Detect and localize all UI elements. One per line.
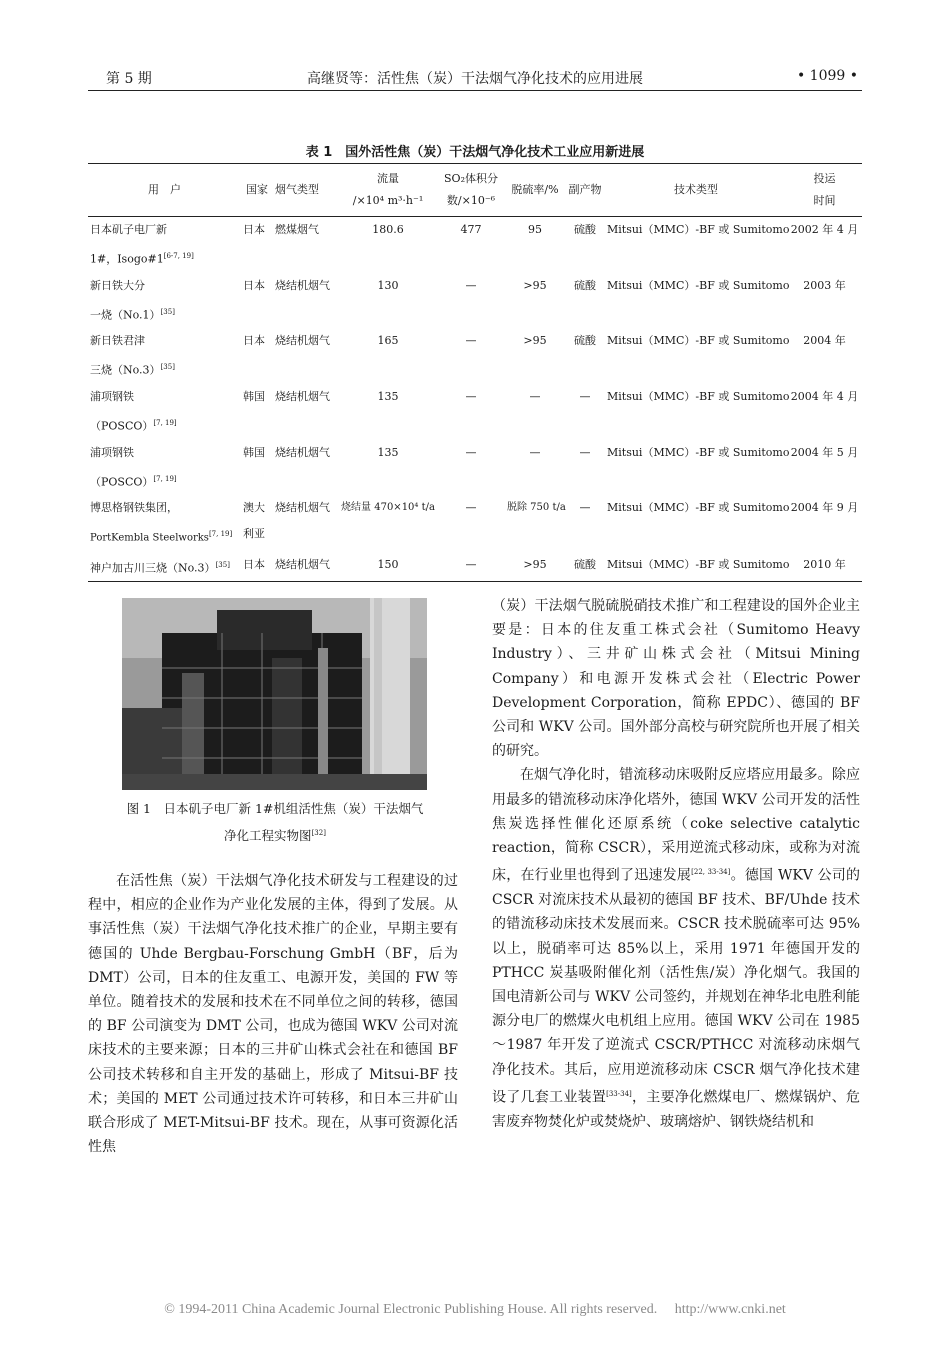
cell-byproduct: 硫酸 [565, 552, 605, 582]
header-flow [339, 164, 437, 217]
cell-time: 2010 年 [787, 552, 862, 582]
table-header-row [88, 164, 862, 217]
cell-country: 韩国 [243, 445, 265, 459]
cell-tech: Mitsui（MMC）-BF 或 Sumitomo [607, 334, 790, 348]
cell-gas: 烧结机烟气 [275, 501, 330, 515]
table-row [88, 217, 862, 273]
cell-country: 韩国 [243, 389, 265, 403]
header-time [787, 164, 862, 217]
cell-desulf: 95 [528, 223, 542, 236]
cell-flow: 烧结量 470×10⁴ t/a [341, 502, 435, 514]
header-flow-line1: 流量 [377, 172, 399, 185]
page-number: • 1099 • [796, 68, 858, 84]
cell-tech: Mitsui（MMC）-BF 或 Sumitomo [605, 552, 787, 582]
cell-desulf: — [529, 445, 541, 459]
data-table [88, 163, 862, 582]
header-so2 [437, 164, 505, 217]
cell-so2: — [465, 445, 477, 459]
header-so2-line1: SO₂体积分 [444, 172, 498, 185]
cell-desulf: >95 [523, 278, 547, 292]
cell-country: 日本 [243, 223, 265, 236]
cell-gas: 烧结机烟气 [275, 389, 330, 403]
cell-tech: Mitsui（MMC）-BF 或 Sumitomo [607, 445, 790, 459]
table-row [88, 273, 862, 329]
left-column-text [88, 869, 458, 1159]
header-country: 国家 [241, 164, 273, 217]
cell-gas: 烧结机烟气 [275, 278, 330, 292]
cell-user: 浦项钢铁 （POSCO）[7, 19] [90, 445, 177, 489]
right-column-text [492, 594, 860, 1134]
issue-number: 第 5 期 [106, 71, 152, 87]
header-so2-line2: 数/×10⁻⁶ [446, 194, 496, 207]
cell-byproduct: 硫酸 [574, 223, 596, 236]
cell-tech: Mitsui（MMC）-BF 或 Sumitomo [607, 223, 790, 236]
cell-user: 日本矶子电厂新 1#，Isogo#1[6-7, 19] [90, 223, 194, 266]
cell-flow: 180.6 [372, 223, 404, 236]
cell-country: 日本 [243, 278, 265, 292]
cell-user: 博思格钢铁集团， PortKembla Steelworks[7, 19] [90, 501, 233, 544]
cell-flow: 130 [377, 278, 399, 292]
header-user: 用 户 [88, 164, 241, 217]
cell-flow: 135 [377, 445, 399, 459]
cell-country: 日本 [243, 334, 265, 348]
cell-gas: 烧结机烟气 [275, 334, 330, 348]
figure-caption: 图 1 日本矶子电厂新 1#机组活性焦（炭）干法烟气 净化工程实物图[32] [126, 801, 424, 844]
paragraph: 在活性焦（炭）干法烟气净化技术研发与工程建设的过程中，相应的企业作为产业化发展的主体，得到了发展。从事活性焦（炭）干法烟气净化技术推广的企业，早期主要有德国的 Uhde Bergbau-Forschung GmbH（BF，后为 DMT）公司，日本的住友重工、电源开发，美国的 FW 等单位。随着技术的发展和技术在不同单位之间的转移，德国的 BF 公司演变为 DMT 公司，也成为德国 WKV 公司对流床技术的主要来源；日本的三井矿山株式会社在和德国 BF 公司技术转移和自主开发的基础上，形成了 Mitsui-BF 技术；美国的 MET 公司通过技术许可转移，和日本三井矿山联合形成了 MET-Mitsui-BF 技术。现在，从事可资源化活性焦 [88, 873, 458, 1156]
cell-time: 2004 年 9 月 [790, 501, 859, 515]
header-flow-line2: /×10⁴ m³·h⁻¹ [352, 194, 424, 207]
cell-byproduct: — [579, 445, 591, 459]
table-row [88, 384, 862, 440]
cell-time: 2004 年 4 月 [790, 389, 859, 403]
cell-so2: — [437, 552, 505, 582]
header-time-line1: 投运 [813, 172, 836, 185]
cell-byproduct: — [579, 389, 591, 403]
copyright-footer: © 1994-2011 China Academic Journal Electronic Publishing House. All rights reserved. http://www.cnki.net [164, 1302, 786, 1317]
cell-flow: 135 [377, 389, 399, 403]
header-desulf: 脱硫率/% [505, 164, 565, 217]
header-gas: 烟气类型 [273, 164, 339, 217]
cell-byproduct: — [579, 501, 591, 515]
table-row [88, 328, 862, 384]
plant-photo [122, 598, 427, 790]
cell-so2: 477 [460, 223, 482, 236]
cell-so2: — [465, 334, 477, 348]
running-title: 高继贤等：活性焦（炭）干法烟气净化技术的应用进展 [307, 71, 643, 87]
header-time-line2: 时间 [813, 194, 836, 207]
cell-gas: 燃煤烟气 [275, 223, 319, 236]
header-byproduct: 副产物 [565, 164, 605, 217]
cell-time: 2004 年 5 月 [790, 445, 859, 459]
cell-user: 新日铁君津 三烧（No.3）[35] [90, 334, 175, 377]
table-caption: 表 1 国外活性焦（炭）干法烟气净化技术工业应用新进展 [305, 145, 645, 160]
cell-so2: — [465, 278, 477, 292]
cell-byproduct: 硫酸 [574, 334, 596, 348]
cell-gas: 烧结机烟气 [275, 445, 330, 459]
cell-so2: — [465, 501, 477, 515]
cell-country: 日本 [241, 552, 273, 582]
cell-time: 2003 年 [803, 278, 846, 292]
cell-flow: 165 [377, 334, 399, 348]
table-row [88, 495, 862, 551]
cell-user: 新日铁大分 一烧（No.1）[35] [90, 278, 175, 322]
cell-so2: — [465, 389, 477, 403]
cell-flow: 150 [339, 552, 437, 582]
cell-desulf: — [529, 389, 541, 403]
cell-tech: Mitsui（MMC）-BF 或 Sumitomo [607, 501, 790, 515]
paragraph: 在烟气净化时，错流移动床吸附反应塔应用最多。除应用最多的错流移动床净化塔外，德国 WKV 公司开发的活性焦炭选择性催化还原系统（coke selective catalytic reaction，简称 CSCR），采用逆流式移动床，或称为对流床，在行业里也得到了迅速发展[22, 33-34]。德国 WKV 公司的 CSCR 对流床技术从最初的德国 BF 技术、BF/Uhde 技术的错流移动床技术发展而来。CSCR 技术脱硫率可达 95%以上，脱硝率可达 85%以上，采用 1971 年德国开发的 PTHCC 炭基吸附催化剂（活性焦/炭）净化烟气。我国的国电清新公司与 WKV 公司签约，并规划在神华北电胜利能源分电厂的燃煤火电机组上应用。德国 WKV 公司在 1985～1987 年开发了逆流式 CSCR/PTHCC 对流移动床烟气净化技术。其后，应用逆流移动床 CSCR 烟气净化技术建设了几套工业装置[33-34]，主要净化燃煤电厂、燃煤锅炉、危害废弃物焚化炉或焚烧炉、玻璃熔炉、钢铁烧结机和 [492, 767, 861, 1130]
cell-time: 2002 年 4 月 [790, 223, 859, 236]
table-row [88, 552, 862, 582]
cell-desulf: >95 [505, 552, 565, 582]
paragraph: （炭）干法烟气脱硫脱硝技术推广和工程建设的国外企业主要是：日本的住友重工株式会社（Sumitomo Heavy Industry）、三井矿山株式会社（Mitsui Mining Company）和电源开发株式会社（Electric Power Development Corporation，简称 EPDC）、德国的 BF 公司和 WKV 公司。国外部分高校与研究院所也开展了相关的研究。 [492, 598, 860, 760]
header-tech: 技术类型 [605, 164, 787, 217]
cell-byproduct: 硫酸 [574, 278, 596, 292]
cell-desulf: 脱除 750 t/a [507, 502, 566, 514]
cell-user: 神户加古川三烧（No.3）[35] [88, 552, 241, 582]
cell-gas: 烧结机烟气 [273, 552, 339, 582]
cell-user: 浦项钢铁 （POSCO）[7, 19] [90, 389, 177, 433]
cell-time: 2004 年 [803, 334, 846, 348]
cell-desulf: >95 [523, 334, 547, 348]
cell-tech: Mitsui（MMC）-BF 或 Sumitomo [607, 389, 790, 403]
table-row [88, 440, 862, 496]
running-header [88, 66, 862, 91]
cell-country: 澳大 利亚 [243, 501, 265, 541]
cell-tech: Mitsui（MMC）-BF 或 Sumitomo [607, 278, 790, 292]
